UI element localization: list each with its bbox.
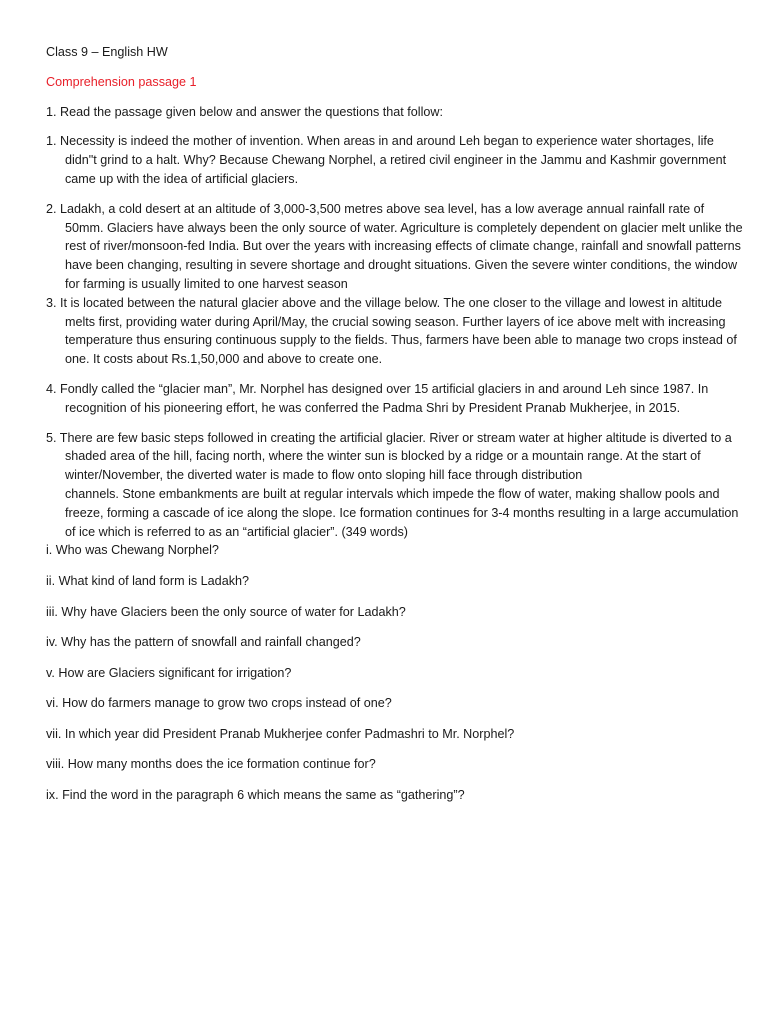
question-item: iii. Why have Glaciers been the only source of water for Ladakh?	[46, 604, 406, 619]
paragraph-5-continuation: channels. Stone embankments are built at regular intervals which impede the flow of water, making shallow pools and freeze, forming a cascade of ice along the slope. Ice formation continues for 3-4 months resulting in a large accumulation of ice which is referred to as an “artificial glacier”. (349 words)	[65, 486, 739, 539]
document-title: Class 9 – English HW	[46, 45, 168, 59]
question-item: viii. How many months does the ice formation continue for?	[46, 757, 376, 772]
question-item: ix. Find the word in the paragraph 6 which means the same as “gathering”?	[46, 788, 465, 803]
question-item: v. How are Glaciers significant for irrigation?	[46, 665, 292, 680]
question-item: ii. What kind of land form is Ladakh?	[46, 573, 250, 588]
passage-heading: Comprehension passage 1	[46, 74, 197, 89]
question-list	[46, 541, 728, 805]
question-item: iv. Why has the pattern of snowfall and rainfall changed?	[46, 635, 361, 650]
paragraph-3: 3. It is located between the natural glacier above and the village below. The one closer to the village and lowest in altitude melts first, providing water during April/May, the crucial sowing season. Further layers of ice above melt with increasing temperature thus ensuring continuous supply to the fields. Thus, farmers have been able to manage two crops instead of one. It costs about Rs.1,50,000 and above to create one.	[46, 295, 737, 367]
instruction-text: 1. Read the passage given below and answer the questions that follow:	[46, 104, 443, 119]
question-item: vii. In which year did President Pranab Mukherjee confer Padmashri to Mr. Norphel?	[46, 726, 515, 741]
paragraph-5: 5. There are few basic steps followed in creating the artificial glacier. River or stream water at higher altitude is diverted to a shaded area of the hill, facing north, where the winter sun is blocked by a ridge or a mountain range. At the start of winter/November, the diverted water is made to flow onto sloping hill face through distribution	[46, 430, 732, 483]
paragraph-1: 1. Necessity is indeed the mother of invention. When areas in and around Leh began to experience water shortages, life didn"t grind to a halt. Why? Because Chewang Norphel, a retired civil engineer in the Jammu and Kashmir government came up with the idea of artificial glaciers.	[46, 134, 727, 186]
paragraph-4: 4. Fondly called the “glacier man”, Mr. Norphel has designed over 15 artificial glaciers in and around Leh since 1987. In recognition of his pioneering effort, he was conferred the Padma Shri by President Pranab Mukherjee, in 2015.	[46, 381, 709, 415]
paragraph-2: 2. Ladakh, a cold desert at an altitude of 3,000-3,500 metres above sea level, has a low average annual rainfall rate of 50mm. Glaciers have always been the only source of water. Agriculture is completely dependent on glacier melt unlike the rest of river/monsoon-fed India. But over the years with increasing effects of climate change, rainfall and snowfall patterns have been changing, resulting in severe shortage and drought situations. Given the severe winter conditions, the window for farming is usually limited to one harvest season	[46, 201, 743, 291]
question-item: i. Who was Chewang Norphel?	[46, 543, 219, 558]
question-item: vi. How do farmers manage to grow two crops instead of one?	[46, 696, 392, 711]
